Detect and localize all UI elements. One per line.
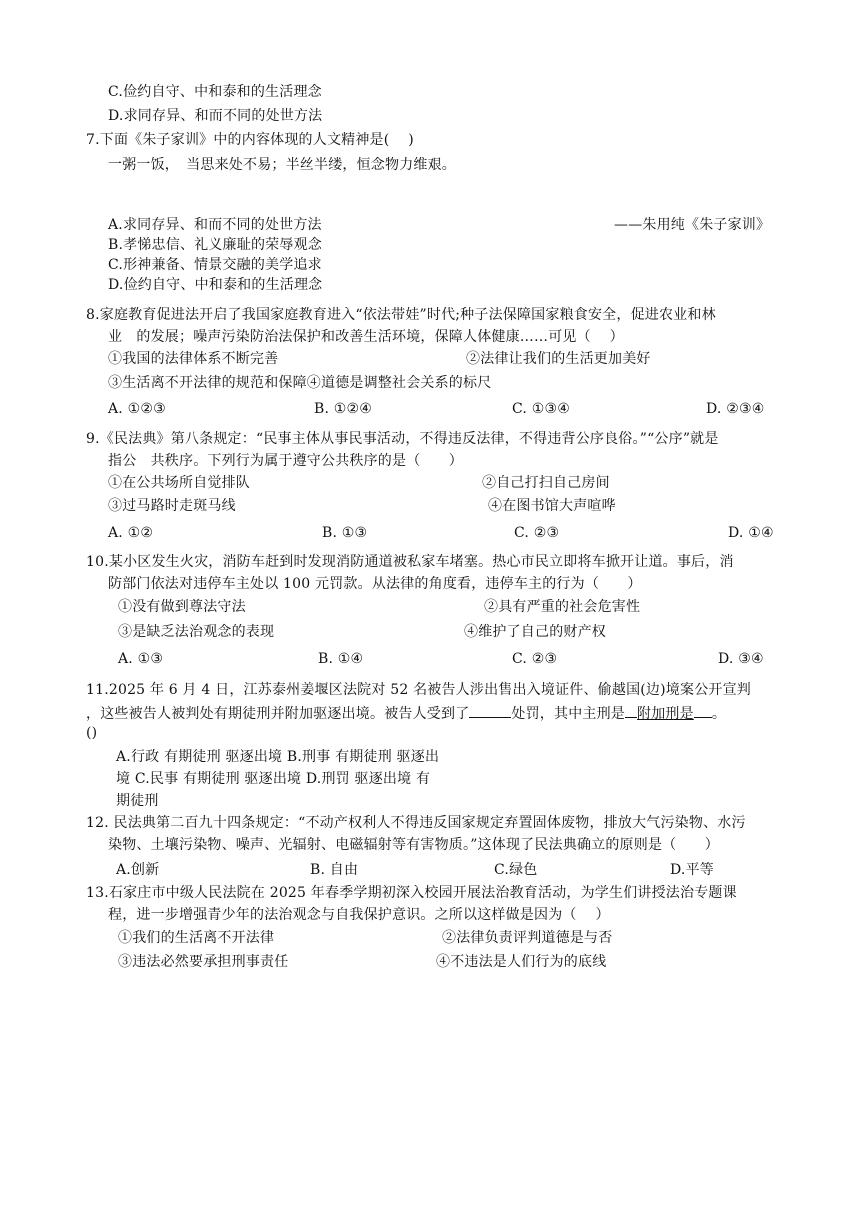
q10-statement-3: ③是缺乏法治观念的表现: [118, 624, 275, 640]
q11-stem-part1: ，这些被告人被判处有期徒刑并附加驱逐出境。被告人受到了: [86, 706, 470, 722]
q13-statement-3: ③违法必然要承担刑事责任: [118, 954, 289, 970]
q9-statement-4: ④在图书馆大声喧哗: [488, 498, 616, 514]
q11-blank-1[interactable]: [469, 703, 511, 718]
q11-blank-2[interactable]: [625, 703, 637, 718]
q9-stem-line2: 指公 共秩序。下列行为属于遵守公共秩序的是（ ）: [108, 453, 463, 469]
q11-stem-part4: 。: [711, 706, 727, 722]
q9-statement-1: ①在公共场所自觉排队: [108, 475, 250, 491]
q8-statement-2: ②法律让我们的生活更加美好: [466, 351, 651, 367]
q11-stem-part2: 处罚，其中主刑是: [511, 706, 626, 722]
q6-option-c: C.俭约自守、中和泰和的生活理念: [108, 84, 322, 100]
q9-option-b: B. ①③: [322, 525, 368, 541]
q12-stem-line2: 染物、土壤污染物、噪声、光辐射、电磁辐射等有害物质。”这体现了民法典确立的原则是（ ）: [108, 837, 719, 853]
q10-option-a: A. ①③: [118, 651, 164, 667]
q13-statement-4: ④不违法是人们行为的底线: [436, 954, 607, 970]
q9-option-a: A. ①②: [108, 525, 154, 541]
q10-statement-1: ①没有做到尊法守法: [118, 599, 246, 615]
q12-stem-line1: 12. 民法典第二百九十四条规定：“不动产权利人不得违反国家规定弃置固体废物，排放大气污染物、水污: [86, 815, 746, 831]
q8-option-c: C. ①③④: [512, 401, 570, 417]
q12-option-a: A.创新: [116, 862, 160, 878]
q8-statement-3-4: ③生活离不开法律的规范和保障④道德是调整社会关系的标尺: [108, 375, 492, 391]
q10-option-b: B. ①④: [318, 651, 364, 667]
q11-stem-line2: [86, 703, 726, 723]
q9-option-c: C. ②③: [514, 525, 560, 541]
q8-option-a: A. ①②③: [108, 401, 166, 417]
q11-options-line2: 境 C.民事 有期徒刑 驱逐出境 D.刑罚 驱逐出境 有: [116, 771, 431, 787]
q10-statement-2: ②具有严重的社会危害性: [484, 599, 641, 615]
q9-statement-2: ②自己打扫自己房间: [482, 475, 610, 491]
q11-options-line1: A.行政 有期徒刑 驱逐出境 B.刑事 有期徒刑 驱逐出: [116, 749, 440, 765]
q8-stem-line2: 业 的发展；噪声污染防治法保护和改善生活环境，保障人体健康……可见（ ）: [108, 329, 624, 345]
q11-options-line3: 期徒刑: [116, 793, 159, 809]
q11-answer-bracket: (): [86, 725, 98, 741]
q10-stem-line1: 10.某小区发生火灾，消防车赶到时发现消防通道被私家车堵塞。热心市民立即将车掀开让道。事后，消: [86, 554, 734, 570]
q6-option-d: D.求同存异、和而不同的处世方法: [108, 108, 323, 124]
q13-statement-2: ②法律负责评判道德是与否: [442, 930, 613, 946]
q7-option-b: B.孝悌忠信、礼义廉耻的荣辱观念: [108, 237, 322, 253]
q7-option-c: C.形神兼备、情景交融的美学追求: [108, 257, 322, 273]
q8-stem-line1: 8.家庭教育促进法开启了我国家庭教育进入“依法带娃”时代;种子法保障国家粮食安全，促进农业和林: [86, 307, 716, 323]
q12-option-b: B. 自由: [310, 862, 359, 878]
q13-stem-line2: 程，进一步增强青少年的法治观念与自我保护意识。之所以这样做是因为（ ）: [108, 907, 610, 923]
q13-stem-line1: 13.石家庄市中级人民法院在 2025 年春季学期初深入校园开展法治教育活动，为学生们讲授法治专题课: [86, 885, 737, 901]
q8-statement-1: ①我国的法律体系不断完善: [108, 351, 279, 367]
q10-stem-line2: 防部门依法对违停车主处以 100 元罚款。从法律的角度看，违停车主的行为（ ）: [108, 576, 642, 592]
q11-blank-3[interactable]: [694, 703, 712, 718]
q13-statement-1: ①我们的生活离不开法律: [118, 930, 275, 946]
q7-stem: 7.下面《朱子家训》中的内容体现的人文精神是( ): [86, 132, 414, 148]
q12-option-c: C.绿色: [494, 862, 538, 878]
q11-stem-line1: 11.2025 年 6 月 4 日，江苏泰州姜堰区法院对 52 名被告人涉出售出入境证件、偷越国(边)境案公开宣判: [86, 682, 751, 698]
q9-statement-3: ③过马路时走斑马线: [108, 498, 236, 514]
q8-option-d: D. ②③④: [706, 401, 765, 417]
q10-option-d: D. ③④: [718, 651, 764, 667]
q8-option-b: B. ①②④: [314, 401, 373, 417]
q9-stem-line1: 9.《民法典》第八条规定：“民事主体从事民事活动，不得违反法律，不得违背公序良俗。”“公序”就是: [86, 431, 719, 447]
q9-option-d: D. ①④: [728, 525, 774, 541]
q7-quote: 一粥一饭， 当思来处不易；半丝半缕，恒念物力维艰。: [108, 157, 456, 173]
q7-option-a: A.求同存异、和而不同的处世方法: [108, 217, 322, 233]
q7-option-d: D.俭约自守、中和泰和的生活理念: [108, 277, 323, 293]
q12-option-d: D.平等: [670, 862, 714, 878]
q10-option-c: C. ②③: [512, 651, 558, 667]
q10-statement-4: ④维护了自己的财产权: [464, 624, 606, 640]
q7-quote-source: ——朱用纯《朱子家训》: [614, 217, 771, 233]
q11-stem-part3: 附加刑是: [637, 706, 694, 722]
